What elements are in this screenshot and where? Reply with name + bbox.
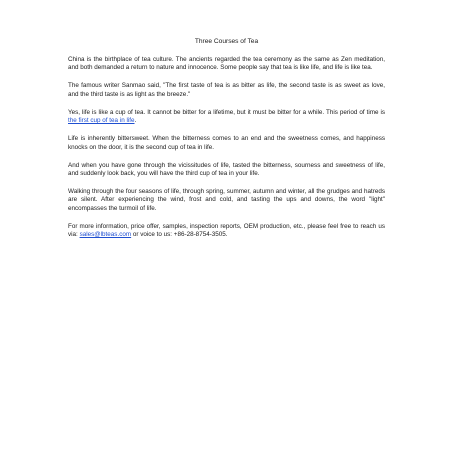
paragraph-second-cup: Life is inherently bittersweet. When the bitterness comes to an end and the sweetness comes, and happiness knocks on the door, it is the second cup of tea in life. (68, 135, 385, 151)
contact-text: For more information, price offer, samples, inspection reports, OEM production, etc., please feel free to reach us via: (68, 222, 385, 239)
email-link[interactable]: sales@lbteas.com (79, 231, 132, 239)
contact-phone-text: or voice to us: +86-28-8754-3505. (131, 231, 228, 239)
paragraph-first-cup (68, 109, 385, 126)
document-body (68, 56, 385, 249)
paragraph-first-cup-end: . (134, 117, 137, 125)
first-cup-link[interactable]: the first cup of tea in life (68, 117, 135, 125)
document-title: Three Courses of Tea (194, 38, 259, 45)
paragraph-intro: China is the birthplace of tea culture. The ancients regarded the tea ceremony as the same as Zen meditation, and both demanded a return to nature and innocence. Some people say that tea is like life, and life is like tea. (68, 56, 385, 72)
paragraph-first-cup-text: Yes, life is like a cup of tea. It cannot be bitter for a lifetime, but it must be bitter for a while. This period of time is (68, 108, 385, 116)
paragraph-four-seasons: Walking through the four seasons of life, through spring, summer, autumn and winter, all the grudges and hatreds are silent. After experiencing the wind, frost and cold, and tasting the ups and downs, the word "light" encompasses the turmoil of life. (68, 188, 385, 212)
paragraph-sanmao-quote: The famous writer Sanmao said, "The first taste of tea is as bitter as life, the second taste is as sweet as love, and the third taste is as light as the breeze." (68, 82, 385, 98)
paragraph-contact (68, 223, 385, 240)
paragraph-third-cup: And when you have gone through the vicissitudes of life, tasted the bitterness, sourness and sweetness of life, and suddenly look back, you will have the third cup of tea in your life. (68, 161, 385, 178)
